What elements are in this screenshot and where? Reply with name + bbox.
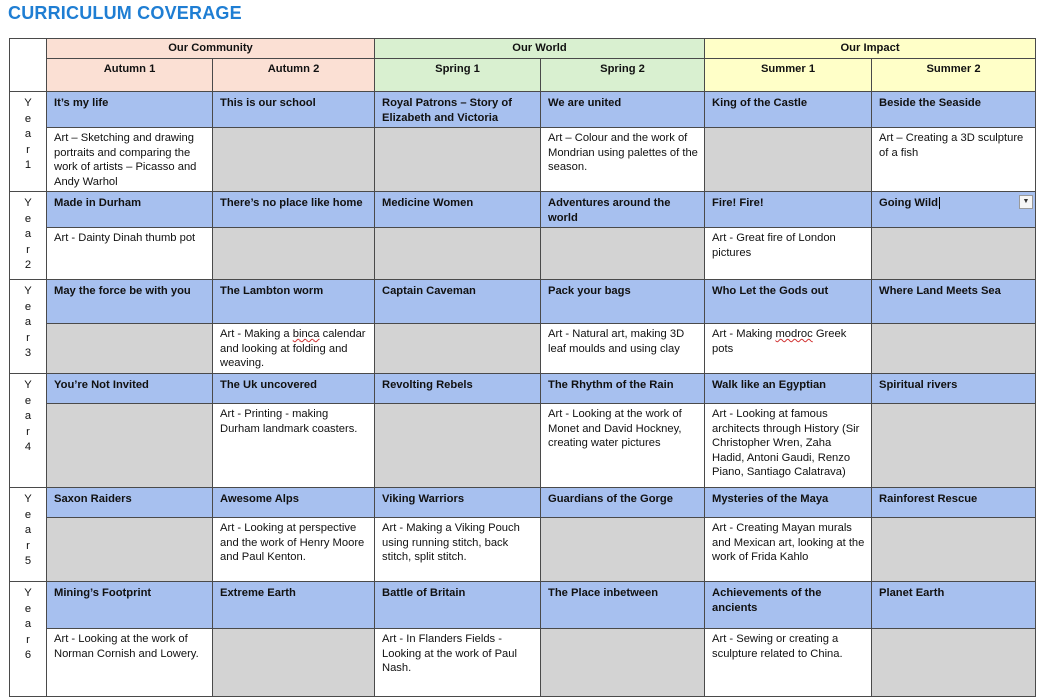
- empty-cell[interactable]: [872, 404, 1036, 488]
- art-activity-text: Art – Sketching and drawing portraits and comparing the work of artists – Picasso and Andy Warhol: [54, 132, 197, 188]
- topic-title: Royal Patrons – Story of Elizabeth and Victoria: [382, 97, 512, 124]
- year-label-char: a: [24, 316, 32, 329]
- topic-title: Saxon Raiders: [54, 493, 132, 505]
- year-label-char: e: [24, 508, 32, 521]
- text-cursor: [939, 197, 940, 209]
- topic-title: King of the Castle: [712, 97, 808, 109]
- topic-cell-autumn-1[interactable]: [47, 280, 213, 324]
- art-activity-text: Art - In Flanders Fields - Looking at the work of Paul Nash.: [382, 633, 517, 674]
- term-header-spring-1: Spring 1: [375, 59, 541, 92]
- year-label-char: Y: [24, 197, 32, 209]
- art-activity-text: Art - Great fire of London pictures: [712, 232, 836, 259]
- art-activity-text: Art - Making modroc Greek pots: [712, 328, 847, 355]
- year-4-label: [10, 374, 47, 488]
- topic-title: Where Land Meets Sea: [879, 285, 1001, 297]
- year-label-char: a: [24, 128, 32, 141]
- topic-title: Awesome Alps: [220, 493, 299, 505]
- year-label-char: 3: [24, 347, 32, 360]
- empty-cell[interactable]: [375, 128, 541, 192]
- topic-cell-autumn-2[interactable]: [213, 582, 375, 629]
- theme-header-community: Our Community: [47, 39, 375, 59]
- topic-cell-summer-2[interactable]: [872, 192, 1036, 228]
- theme-header-world: Our World: [375, 39, 705, 59]
- topic-title: The Uk uncovered: [220, 379, 317, 391]
- year-label-char: e: [24, 300, 32, 313]
- year-label-char: Y: [24, 587, 32, 599]
- dropdown-arrow-icon[interactable]: ▼: [1019, 195, 1033, 209]
- art-activity-text: Art - Natural art, making 3D leaf moulds and using clay: [548, 328, 685, 355]
- topic-title: Viking Warriors: [382, 493, 465, 505]
- year-label-char: r: [26, 539, 30, 552]
- topic-cell-autumn-2[interactable]: [213, 192, 375, 228]
- topic-cell-spring-2[interactable]: [541, 192, 705, 228]
- art-activity-text: Art - Looking at famous architects through History (Sir Christopher Wren, Zaha Hadid, Antoni Gaudi, Renzo Piano, Santiago Calatrava): [712, 408, 860, 478]
- topic-cell-autumn-1[interactable]: [47, 488, 213, 518]
- topic-title: Guardians of the Gorge: [548, 493, 673, 505]
- art-cell-autumn-2[interactable]: [213, 404, 375, 488]
- empty-cell[interactable]: [872, 228, 1036, 280]
- topic-title: Battle of Britain: [382, 587, 466, 599]
- year-label-char: e: [24, 394, 32, 407]
- empty-cell[interactable]: [375, 228, 541, 280]
- empty-cell[interactable]: [375, 404, 541, 488]
- topic-title: You’re Not Invited: [54, 379, 149, 391]
- topic-cell-spring-1[interactable]: [375, 374, 541, 404]
- theme-header-impact: Our Impact: [705, 39, 1036, 59]
- corner-cell: [10, 39, 47, 92]
- art-cell-spring-2[interactable]: [541, 404, 705, 488]
- term-header-autumn-2: Autumn 2: [213, 59, 375, 92]
- year-label-char: 5: [24, 555, 32, 568]
- empty-cell[interactable]: [541, 629, 705, 697]
- topic-cell-autumn-1[interactable]: [47, 192, 213, 228]
- empty-cell[interactable]: [213, 128, 375, 192]
- art-cell-autumn-1[interactable]: [47, 128, 213, 192]
- topic-title: Walk like an Egyptian: [712, 379, 826, 391]
- empty-cell[interactable]: [47, 518, 213, 582]
- year-label-char: r: [26, 243, 30, 256]
- topic-cell-summer-2[interactable]: [872, 280, 1036, 324]
- empty-cell[interactable]: [872, 518, 1036, 582]
- art-activity-text: Art - Creating Mayan murals and Mexican art, looking at the work of Frida Kahlo: [712, 522, 865, 563]
- topic-title: Adventures around the world: [548, 197, 671, 224]
- topic-title: Rainforest Rescue: [879, 493, 978, 505]
- empty-cell[interactable]: [213, 228, 375, 280]
- term-header-summer-2: Summer 2: [872, 59, 1036, 92]
- art-activity-text: Art - Making a Viking Pouch using running stitch, back stitch, split stitch.: [382, 522, 520, 563]
- year-label-char: 1: [24, 159, 32, 172]
- topic-cell-spring-2[interactable]: [541, 582, 705, 629]
- art-cell-summer-1[interactable]: [705, 518, 872, 582]
- year-label-char: Y: [24, 285, 32, 297]
- topic-cell-summer-1[interactable]: [705, 92, 872, 128]
- topic-cell-summer-2[interactable]: [872, 582, 1036, 629]
- topic-title: May the force be with you: [54, 285, 191, 297]
- art-activity-text: Art - Looking at the work of Monet and David Hockney, creating water pictures: [548, 408, 682, 449]
- topic-title: The Rhythm of the Rain: [548, 379, 674, 391]
- art-activity-text: Art - Looking at the work of Norman Cornish and Lowery.: [54, 633, 199, 660]
- topic-cell-autumn-1[interactable]: [47, 374, 213, 404]
- topic-title: Fire! Fire!: [712, 197, 764, 209]
- year-label-char: e: [24, 602, 32, 615]
- art-activity-text: Art – Creating a 3D sculpture of a fish: [879, 132, 1024, 159]
- year-label-char: e: [24, 212, 32, 225]
- year-2-label: [10, 192, 47, 280]
- year-label-char: Y: [24, 97, 32, 109]
- topic-cell-summer-1[interactable]: [705, 192, 872, 228]
- art-cell-spring-2[interactable]: [541, 324, 705, 374]
- art-cell-spring-2[interactable]: [541, 128, 705, 192]
- year-6-label: [10, 582, 47, 697]
- topic-title: Mining’s Footprint: [54, 587, 152, 599]
- topic-title: Pack your bags: [548, 285, 631, 297]
- topic-cell-summer-1[interactable]: [705, 374, 872, 404]
- year-label-char: 4: [24, 441, 32, 454]
- topic-cell-spring-1[interactable]: [375, 582, 541, 629]
- art-activity-text: Art - Dainty Dinah thumb pot: [54, 232, 196, 244]
- year-label-char: a: [24, 524, 32, 537]
- topic-title: This is our school: [220, 97, 316, 109]
- topic-cell-spring-1[interactable]: [375, 280, 541, 324]
- topic-title: Captain Caveman: [382, 285, 476, 297]
- topic-title: We are united: [548, 97, 622, 109]
- year-label-char: 2: [24, 259, 32, 272]
- art-cell-autumn-2[interactable]: [213, 518, 375, 582]
- topic-cell-spring-1[interactable]: [375, 488, 541, 518]
- art-cell-autumn-2[interactable]: [213, 324, 375, 374]
- topic-title: The Place inbetween: [548, 587, 659, 599]
- topic-cell-autumn-2[interactable]: [213, 92, 375, 128]
- topic-title: Revolting Rebels: [382, 379, 473, 391]
- topic-cell-spring-2[interactable]: [541, 488, 705, 518]
- empty-cell[interactable]: [705, 128, 872, 192]
- curriculum-table: [9, 38, 1036, 697]
- topic-cell-summer-2[interactable]: [872, 374, 1036, 404]
- year-label-char: 6: [24, 649, 32, 662]
- year-5-label: [10, 488, 47, 582]
- topic-title: Beside the Seaside: [879, 97, 981, 109]
- topic-cell-autumn-2[interactable]: [213, 488, 375, 518]
- art-activity-text: Art - Printing - making Durham landmark coasters.: [220, 408, 358, 435]
- year-label-char: a: [24, 410, 32, 423]
- topic-title: Going Wild: [879, 197, 938, 209]
- topic-cell-autumn-2[interactable]: [213, 374, 375, 404]
- year-label-char: r: [26, 331, 30, 344]
- topic-title: Spiritual rivers: [879, 379, 958, 391]
- art-activity-text: Art – Colour and the work of Mondrian using palettes of the season.: [548, 132, 698, 173]
- topic-cell-summer-2[interactable]: [872, 92, 1036, 128]
- topic-title: Made in Durham: [54, 197, 142, 209]
- topic-cell-autumn-2[interactable]: [213, 280, 375, 324]
- document-title: CURRICULUM COVERAGE: [8, 3, 242, 23]
- topic-title: Mysteries of the Maya: [712, 493, 829, 505]
- art-cell-autumn-1[interactable]: [47, 629, 213, 697]
- art-cell-spring-1[interactable]: [375, 518, 541, 582]
- topic-cell-autumn-1[interactable]: [47, 582, 213, 629]
- empty-cell[interactable]: [375, 324, 541, 374]
- art-cell-summer-1[interactable]: [705, 324, 872, 374]
- topic-cell-spring-2[interactable]: [541, 374, 705, 404]
- art-activity-text: Art - Sewing or creating a sculpture related to China.: [712, 633, 843, 660]
- topic-title: The Lambton worm: [220, 285, 324, 297]
- year-label-char: Y: [24, 379, 32, 391]
- topic-cell-summer-1[interactable]: [705, 488, 872, 518]
- empty-cell[interactable]: [541, 518, 705, 582]
- topic-title: There’s no place like home: [220, 197, 363, 209]
- art-cell-summer-1[interactable]: [705, 228, 872, 280]
- topic-cell-autumn-1[interactable]: [47, 92, 213, 128]
- topic-cell-spring-2[interactable]: [541, 280, 705, 324]
- term-header-autumn-1: Autumn 1: [47, 59, 213, 92]
- empty-cell[interactable]: [47, 324, 213, 374]
- topic-title: Medicine Women: [382, 197, 474, 209]
- empty-cell[interactable]: [872, 324, 1036, 374]
- year-label-char: r: [26, 425, 30, 438]
- topic-title: Extreme Earth: [220, 587, 296, 599]
- year-1-label: [10, 92, 47, 192]
- year-label-char: a: [24, 618, 32, 631]
- year-label-char: e: [24, 112, 32, 125]
- art-cell-autumn-1[interactable]: [47, 228, 213, 280]
- empty-cell[interactable]: [213, 629, 375, 697]
- empty-cell[interactable]: [541, 228, 705, 280]
- topic-title: Who Let the Gods out: [712, 285, 829, 297]
- art-activity-text: Art - Looking at perspective and the work of Henry Moore and Paul Kenton.: [220, 522, 365, 563]
- term-header-summer-1: Summer 1: [705, 59, 872, 92]
- art-cell-summer-1[interactable]: [705, 629, 872, 697]
- topic-cell-spring-2[interactable]: [541, 92, 705, 128]
- year-label-char: r: [26, 143, 30, 156]
- art-cell-summer-1[interactable]: [705, 404, 872, 488]
- art-cell-summer-2[interactable]: [872, 128, 1036, 192]
- topic-cell-summer-2[interactable]: [872, 488, 1036, 518]
- topic-title: Achievements of the ancients: [712, 587, 822, 614]
- topic-title: It’s my life: [54, 97, 109, 109]
- year-3-label: [10, 280, 47, 374]
- topic-cell-summer-1[interactable]: [705, 280, 872, 324]
- art-cell-spring-1[interactable]: [375, 629, 541, 697]
- topic-cell-spring-1[interactable]: [375, 92, 541, 128]
- year-label-char: a: [24, 228, 32, 241]
- year-label-char: r: [26, 633, 30, 646]
- empty-cell[interactable]: [872, 629, 1036, 697]
- topic-cell-spring-1[interactable]: [375, 192, 541, 228]
- year-label-char: Y: [24, 493, 32, 505]
- topic-cell-summer-1[interactable]: [705, 582, 872, 629]
- term-header-spring-2: Spring 2: [541, 59, 705, 92]
- empty-cell[interactable]: [47, 404, 213, 488]
- art-activity-text: Art - Making a binca calendar and looking at folding and weaving.: [220, 328, 366, 369]
- topic-title: Planet Earth: [879, 587, 945, 599]
